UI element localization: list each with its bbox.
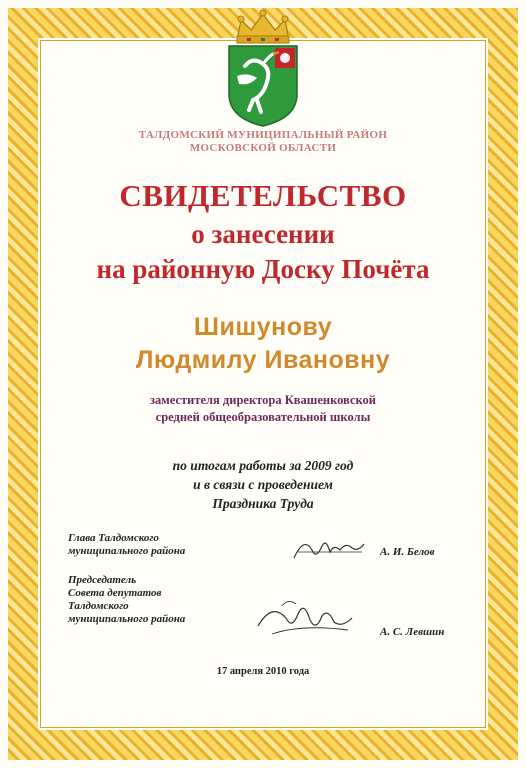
signatory-1-title: Глава Талдомского муниципального района	[68, 532, 186, 557]
coat-of-arms-emblem	[223, 6, 303, 128]
reason-line1: по итогам работы за 2009 год	[172, 458, 354, 473]
certificate-title: СВИДЕТЕЛЬСТВО	[119, 178, 407, 213]
signature-2	[252, 596, 362, 642]
shield-icon	[229, 46, 297, 126]
recipient-given-names: Людмилу Ивановну	[135, 346, 391, 374]
crown-icon	[237, 10, 289, 43]
reason-line2: и в связи с проведением	[193, 477, 333, 492]
recipient-position-line1: заместителя директора Квашенковской	[149, 393, 377, 407]
signatory-2-name: А. С. Левшин	[380, 626, 445, 638]
org-name-line1: ТАЛДОМСКИЙ МУНИЦИПАЛЬНЫЙ РАЙОН	[138, 129, 388, 141]
reason-line3: Праздника Труда	[212, 496, 314, 511]
org-name-line2: МОСКОВСКОЙ ОБЛАСТИ	[189, 142, 337, 154]
signature-1	[290, 532, 370, 566]
signatory-1-name: А. И. Белов	[380, 546, 435, 558]
issue-date: 17 апреля 2010 года	[216, 666, 310, 677]
certificate-subtitle-line1: о занесении	[191, 219, 335, 249]
certificate-subtitle-line2: на районную Доску Почёта	[96, 254, 430, 284]
signatory-2-title: Председатель Совета депутатов Талдомского муниципального района	[68, 574, 186, 625]
recipient-surname: Шишунову	[193, 313, 333, 341]
recipient-position-line2: средней общеобразовательной школы	[155, 410, 371, 424]
